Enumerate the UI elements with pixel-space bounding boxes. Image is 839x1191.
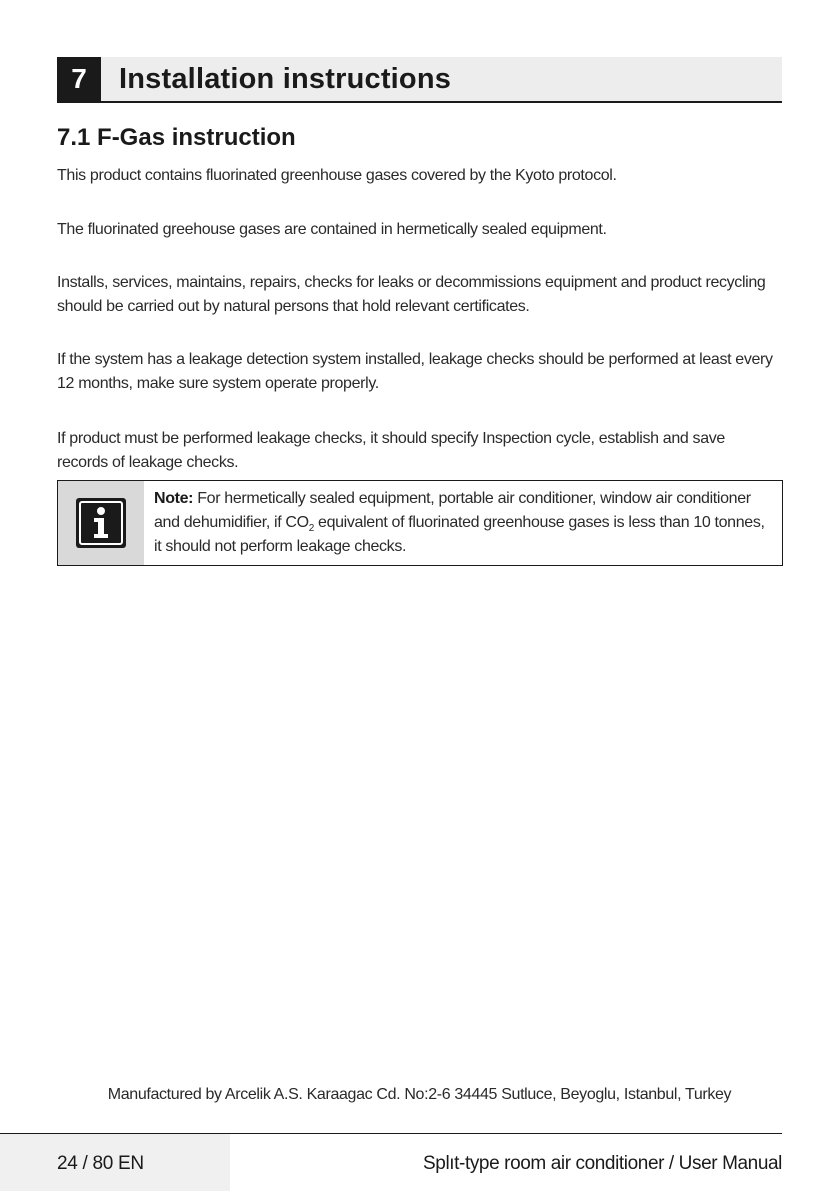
note-box: [57, 480, 783, 566]
note-text: [144, 481, 782, 565]
page-number: 24 / 80 EN: [57, 1153, 144, 1174]
chapter-title: Installation instructions: [119, 62, 452, 95]
paragraph-certificates: Installs, services, maintains, repairs, checks for leaks or decommissions equipment and product recycling should be carried out by natural persons that hold relevant certificates.: [57, 274, 766, 315]
paragraph-inspection-cycle: If product must be performed leakage checks, it should specify Inspection cycle, establish and save records of leakage checks.: [57, 430, 725, 471]
section-title: 7.1 F-Gas instruction: [57, 124, 296, 151]
manufacturer-address: Manufactured by Arcelik A.S. Karaagac Cd. No:2-6 34445 Sutluce, Beyoglu, Istanbul, Turkey: [107, 1086, 732, 1103]
note-text-after: equivalent of fluorinated greenhouse gases is less than 10 tonnes, it should not perform leakage checks.: [154, 514, 765, 555]
note-text-before: For hermetically sealed equipment, portable air conditioner, window air conditioner and dehumidifier, if CO: [154, 490, 751, 531]
chapter-number: 7: [57, 57, 101, 101]
manual-title: Splıt-type room air conditioner / User Manual: [423, 1153, 782, 1174]
paragraph-kyoto: This product contains fluorinated greenhouse gases covered by the Kyoto protocol.: [57, 167, 617, 184]
paragraph-leak-detection: If the system has a leakage detection system installed, leakage checks should be performed at least every 12 months, make sure system operate properly.: [57, 351, 773, 392]
paragraph-sealed-equipment: The fluorinated greehouse gases are contained in hermetically sealed equipment.: [57, 221, 607, 238]
note-subscript: 2: [308, 523, 314, 535]
footer-divider: [0, 1133, 782, 1134]
note-icon-panel: [58, 481, 144, 565]
chapter-header: [57, 57, 782, 103]
note-label: Note:: [154, 490, 194, 507]
info-icon: [76, 498, 126, 548]
